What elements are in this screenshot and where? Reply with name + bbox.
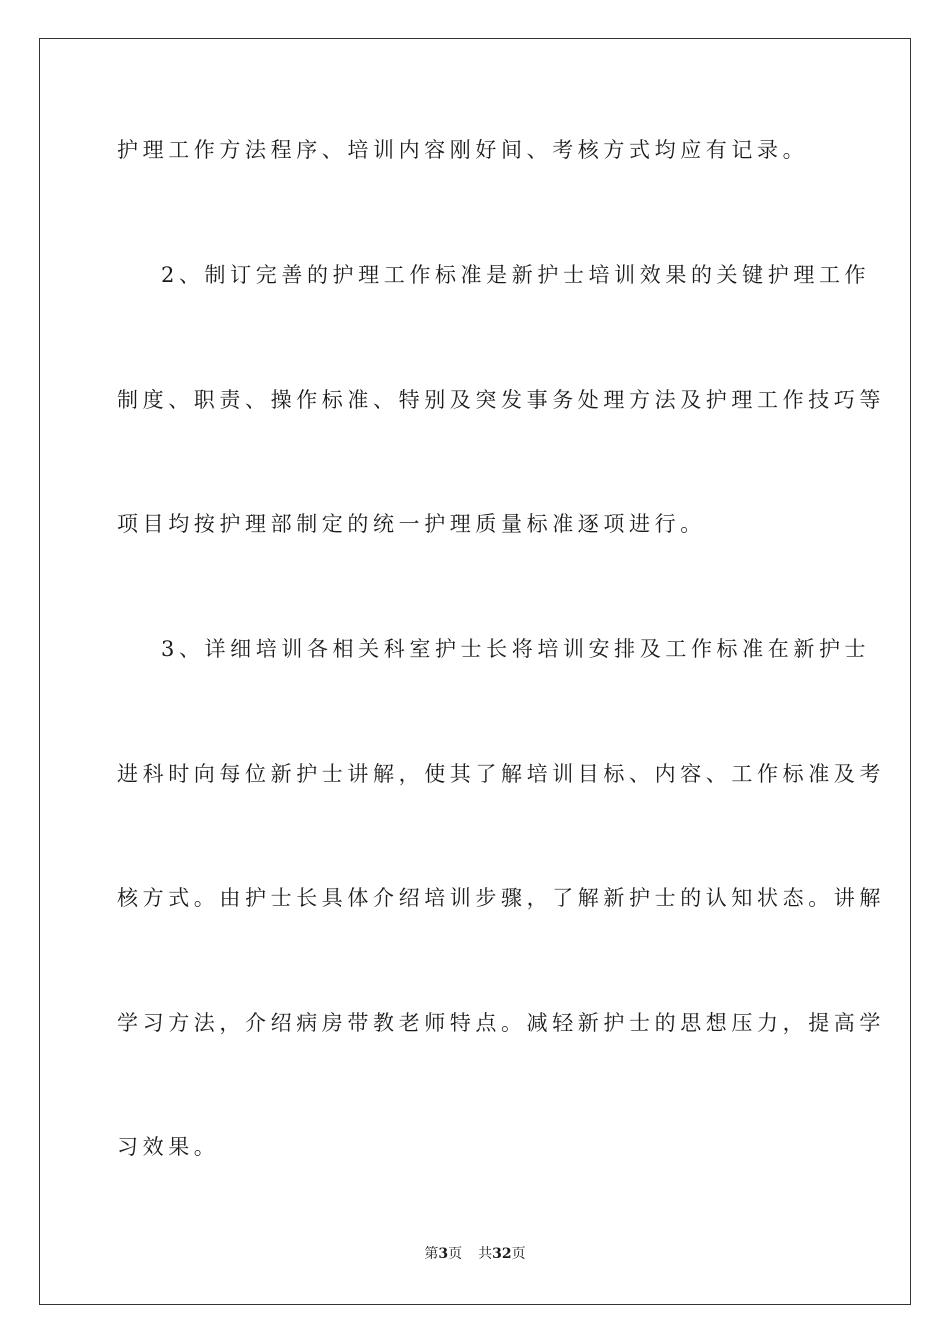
- body-line: 项目均按护理部制定的统一护理质量标准逐项进行。: [117, 512, 706, 536]
- body-line: 习效果。: [117, 1135, 220, 1159]
- paragraph-2-first-line: 2、制订完善的护理工作标准是新护士培训效果的关键护理工作: [161, 263, 871, 287]
- body-line: 学习方法，介绍病房带教老师特点。减轻新护士的思想压力，提高学: [117, 1011, 885, 1035]
- page-number: 3: [438, 1246, 449, 1262]
- total-pages: 32: [492, 1246, 512, 1262]
- page-frame: [39, 38, 911, 1305]
- paragraph-3-first-line: 3、详细培训各相关科室护士长将培训安排及工作标准在新护士: [161, 637, 871, 661]
- body-line: 制度、职责、操作标准、特别及突发事务处理方法及护理工作技巧等: [117, 388, 885, 412]
- total-prefix: 共: [478, 1246, 493, 1262]
- body-line: 护理工作方法程序、培训内容刚好间、考核方式均应有记录。: [117, 138, 809, 162]
- page-prefix: 第: [424, 1246, 439, 1262]
- page-suffix: 页: [448, 1246, 463, 1262]
- page-footer: [0, 1244, 950, 1264]
- total-suffix: 页: [511, 1246, 526, 1262]
- body-line: 核方式。由护士长具体介绍培训步骤，了解新护士的认知状态。讲解: [117, 886, 885, 910]
- body-line: 进科时向每位新护士讲解，使其了解培训目标、内容、工作标准及考: [117, 762, 885, 786]
